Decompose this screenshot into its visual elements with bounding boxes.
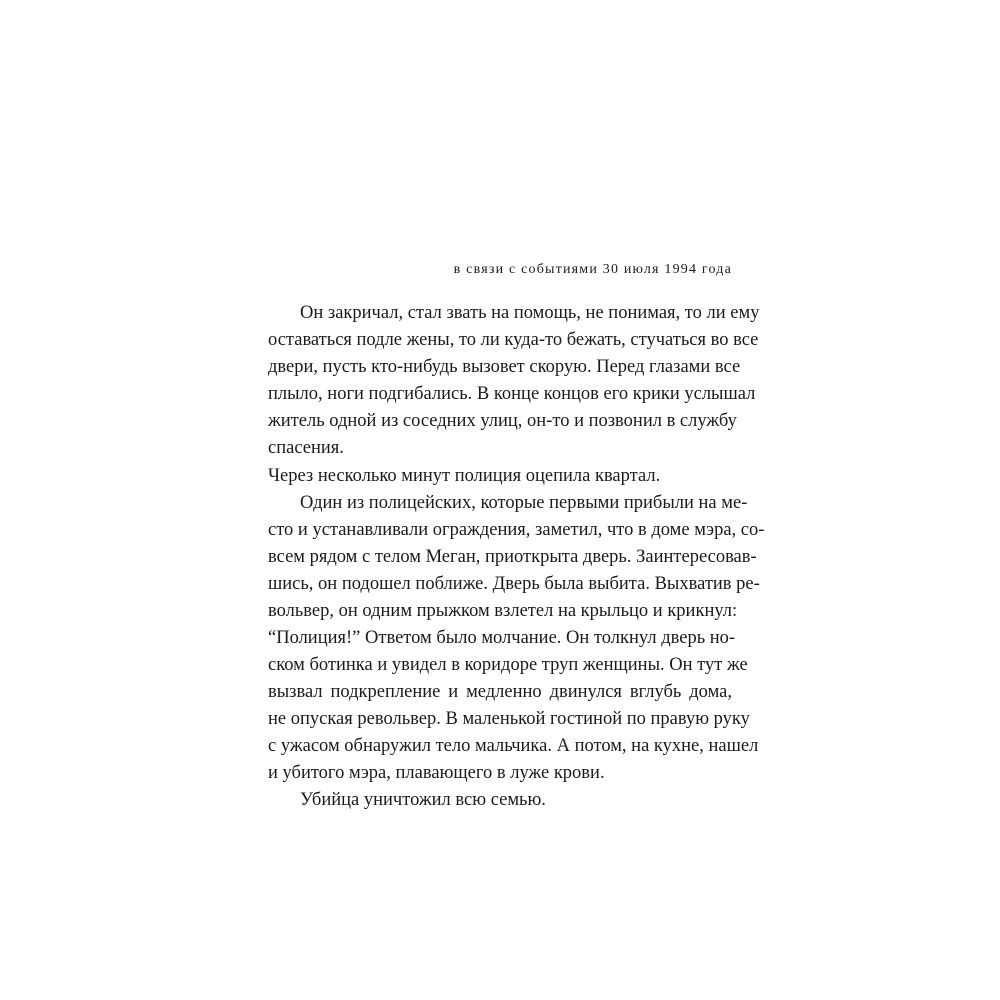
text-line: Убийца уничтожил всю семью. — [300, 790, 546, 810]
text-line: вольвер, он одним прыжком взлетел на крыльцо и крикнул: — [268, 601, 738, 621]
text-line: сто и устанавливали ограждения, заметил, что в доме мэра, со- — [268, 520, 765, 540]
text-line: двери, пусть кто-нибудь вызовет скорую. Перед глазами все — [268, 357, 741, 377]
text-line: “Полиция!” Ответом было молчание. Он толкнул дверь но- — [268, 628, 736, 648]
text-line: шись, он подошел поближе. Дверь была выбита. Выхватив ре- — [268, 574, 760, 594]
text-line: всем рядом с телом Меган, приоткрыта дверь. Заинтересовав- — [268, 547, 757, 567]
text-line: вызвал подкрепление и медленно двинулся вглубь дома, — [268, 682, 732, 702]
text-line: Он закричал, стал звать на помощь, не понимая, то ли ему — [300, 303, 760, 323]
text-line: оставаться подле жены, то ли куда-то бежать, стучаться во все — [268, 330, 759, 350]
text-line: Один из полицейских, которые первыми прибыли на ме- — [300, 493, 748, 513]
text-line: спасения. — [268, 438, 344, 458]
text-line: ском ботинка и увидел в коридоре труп женщины. Он тут же — [268, 655, 748, 675]
text-line: Через несколько минут полиция оцепила квартал. — [268, 466, 661, 486]
text-line: с ужасом обнаружил тело мальчика. А потом, на кухне, нашел — [268, 736, 759, 756]
paragraph-1 — [268, 300, 760, 462]
running-head: в связи с событиями 30 июля 1994 года — [453, 262, 732, 277]
text-line: плыло, ноги подгибались. В конце концов его крики услышал — [268, 384, 756, 404]
text-line: не опуская револьвер. В маленькой гостиной по правую руку — [268, 709, 750, 729]
text-line: и убитого мэра, плавающего в луже крови. — [268, 763, 605, 783]
text-line: житель одной из соседних улиц, он-то и позвонил в службу — [268, 411, 737, 431]
paragraph-2 — [268, 463, 765, 814]
